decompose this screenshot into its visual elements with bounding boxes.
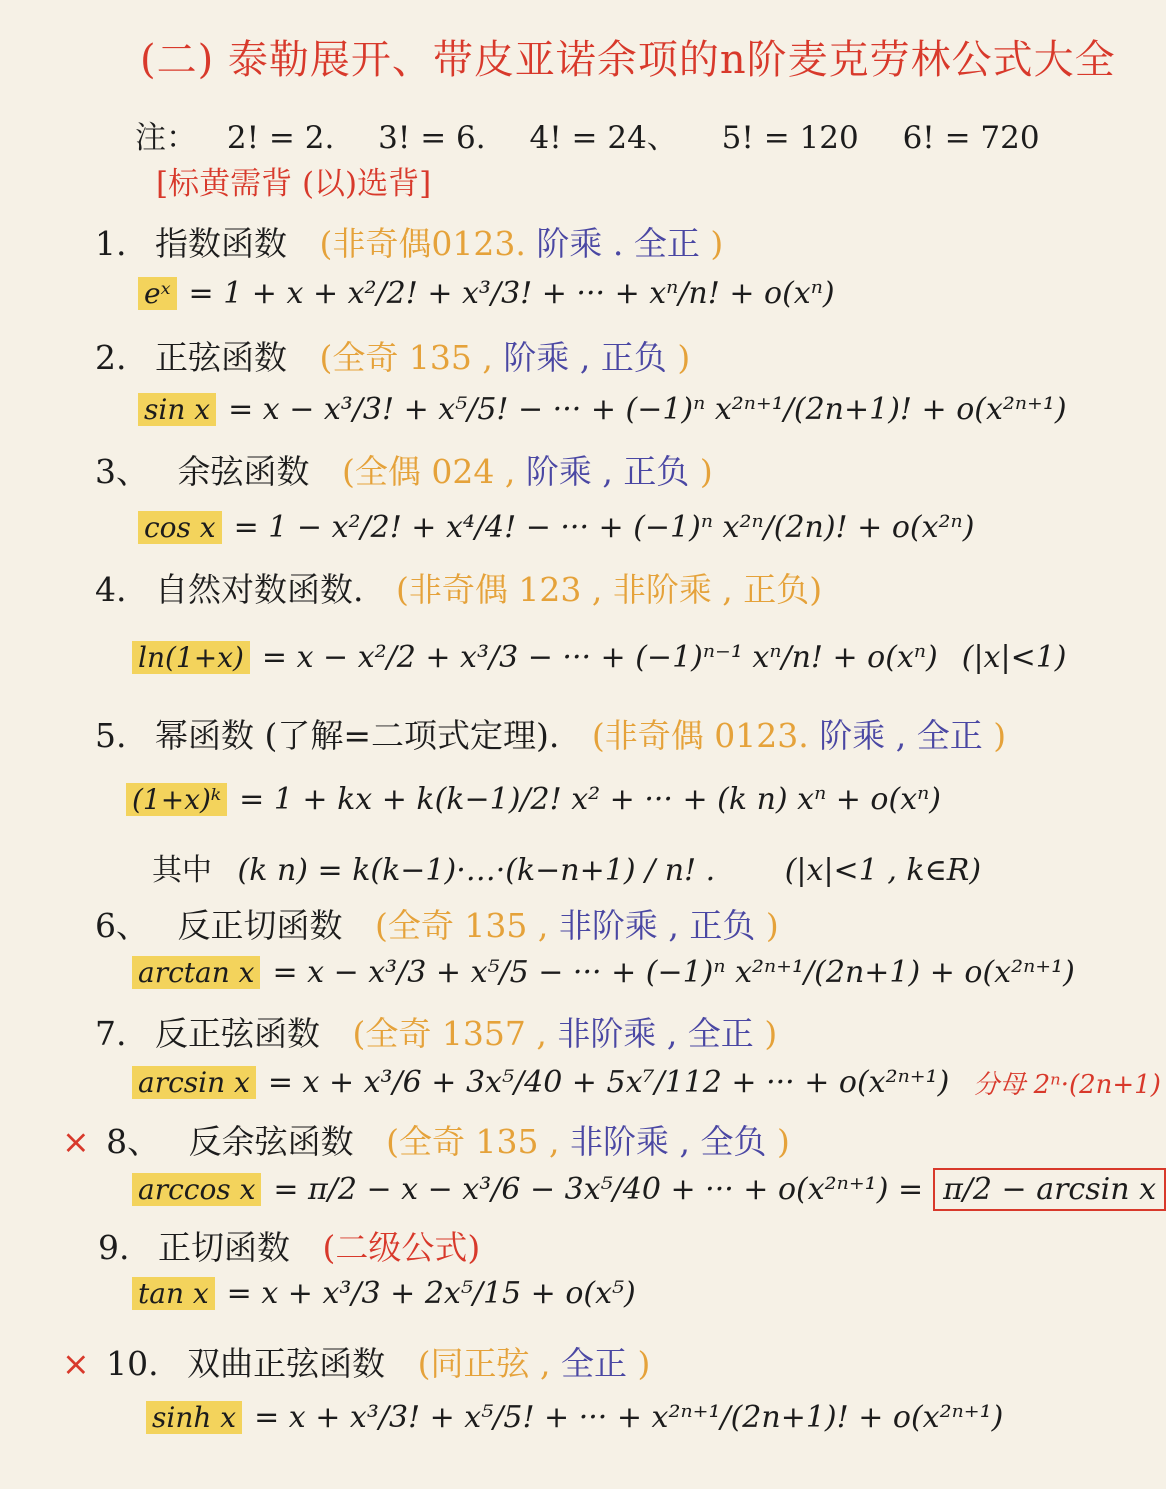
section-number: 8、 [106,1122,161,1161]
factorial-note [135,112,1074,157]
condition: (|x|<1) [961,640,1067,675]
section-heading [95,710,1006,757]
boxed-identity: π/2 − arcsin x [933,1168,1166,1211]
section-heading [95,1008,777,1055]
section-tags: (非奇偶 123 , 非阶乘 , 正负) [396,570,823,609]
section-tags: (全奇 135 , 非阶乘 , 全负 ) [386,1122,790,1161]
formula-expression: = x + x³/3! + x⁵/5! + ··· + x²ⁿ⁺¹/(2n+1)! + o(x²ⁿ⁺¹) [254,1400,1004,1435]
section-name: 指数函数 [155,224,287,263]
section-number: 6、 [95,906,149,945]
section-tags: (非奇偶0123. 阶乘 . 全正 ) [319,224,724,263]
section-number: 1. [95,224,127,263]
section-number: 3、 [95,452,149,491]
denominator-note: 分母 2ⁿ·(2n+1) [973,1070,1161,1100]
section-tags: (全奇 135 , 阶乘 , 正负 ) [319,338,691,377]
binomial-condition: (|x|<1 , k∈R) [784,853,982,888]
binomial-label: 其中 [152,853,212,888]
formula-expression: = x + x³/3 + 2x⁵/15 + o(x⁵) [226,1276,636,1311]
formula-row [138,510,974,545]
section-heading [95,446,713,493]
section-heading [95,332,690,379]
section-number: 9. [98,1228,130,1267]
formula-row [138,276,835,311]
section-name: 自然对数函数. [155,570,364,609]
section-name: 反正弦函数 [155,1014,320,1053]
section-name: 余弦函数 [177,452,310,491]
section-tags: (全奇 1357 , 非阶乘 , 全正 ) [352,1014,778,1053]
formula-row [132,955,1075,990]
section-tags: (同正弦 , 全正 ) [417,1344,651,1383]
formula-row [126,782,941,817]
function-highlight: eˣ [138,277,177,310]
note-item: 2! = 2. [226,120,335,156]
function-highlight: sinh x [146,1401,242,1434]
function-highlight: arcsin x [132,1066,256,1099]
section-heading [62,1116,790,1163]
section-tags: (非奇偶 0123. 阶乘 , 全正 ) [591,716,1007,755]
section-heading [62,1338,650,1385]
formula-expression: = x − x³/3 + x⁵/5 − ··· + (−1)ⁿ x²ⁿ⁺¹/(2n+1) + o(x²ⁿ⁺¹) [272,955,1075,990]
note-label: 注： [135,120,197,156]
formula-expression: = 1 − x²/2! + x⁴/4! − ··· + (−1)ⁿ x²ⁿ/(2n)! + o(x²ⁿ) [233,510,975,545]
formula-expression: = 1 + kx + k(k−1)/2! x² + ··· + (k n) xⁿ + o(xⁿ) [239,782,941,817]
highlight-hint: [标黄需背 (以)选背] [156,166,432,202]
section-heading [95,564,822,611]
section-number: 10. [106,1344,159,1383]
function-highlight: arctan x [132,956,260,989]
formula-expression: = 1 + x + x²/2! + x³/3! + ··· + xⁿ/n! + o(xⁿ) [188,276,835,311]
formula-expression: = x − x³/3! + x⁵/5! − ··· + (−1)ⁿ x²ⁿ⁺¹/(2n+1)! + o(x²ⁿ⁺¹) [228,392,1067,427]
cross-mark: × [62,1122,90,1161]
note-item: 6! = 720 [902,120,1040,156]
function-highlight: sin x [138,393,216,426]
note-item: 5! = 120 [721,120,859,156]
section-name: 双曲正弦函数 [187,1344,386,1383]
function-highlight: cos x [138,511,222,544]
section-tags: (全偶 024 , 阶乘 , 正负 ) [342,452,713,491]
section-name: 正切函数 [158,1228,290,1267]
function-highlight: (1+x)ᵏ [126,783,227,816]
formula-expression: = x + x³/6 + 3x⁵/40 + 5x⁷/112 + ··· + o(x²ⁿ⁺¹) [267,1065,950,1100]
function-highlight: tan x [132,1277,215,1310]
section-name: 反余弦函数 [188,1122,354,1161]
section-heading [95,900,779,947]
section-number: 7. [95,1014,127,1053]
formula-row [132,640,1067,675]
section-name: 反正切函数 [177,906,343,945]
section-number: 2. [95,338,127,377]
binomial-expression: (k n) = k(k−1)·…·(k−n+1) / n! . [237,853,716,888]
section-number: 4. [95,570,127,609]
function-highlight: ln(1+x) [132,641,250,674]
formula-expression: = π/2 − x − x³/6 − 3x⁵/40 + ··· + o(x²ⁿ⁺¹) = [273,1172,924,1207]
formula-row [138,392,1067,427]
section-number: 5. [95,716,127,755]
section-heading [95,218,723,265]
note-item: 3! = 6. [378,120,486,156]
formula-row [132,1168,1166,1211]
section-tags: (全奇 135 , 非阶乘 , 正负 ) [375,906,779,945]
page-title: (二) 泰勒展开、带皮亚诺余项的n阶麦克劳林公式大全 [140,37,1116,83]
binomial-definition [152,845,981,889]
section-name: 幂函数 (了解=二项式定理). [155,716,560,755]
formula-row [132,1276,636,1311]
formula-row [146,1400,1003,1435]
function-highlight: arccos x [132,1173,261,1206]
section-tags: (二级公式) [322,1228,481,1267]
note-item: 4! = 24、 [529,120,678,156]
section-heading [98,1222,480,1269]
formula-expression: = x − x²/2 + x³/3 − ··· + (−1)ⁿ⁻¹ xⁿ/n! + o(xⁿ) [261,640,938,675]
cross-mark: × [62,1344,90,1383]
formula-row [132,1064,1161,1101]
section-name: 正弦函数 [155,338,287,377]
